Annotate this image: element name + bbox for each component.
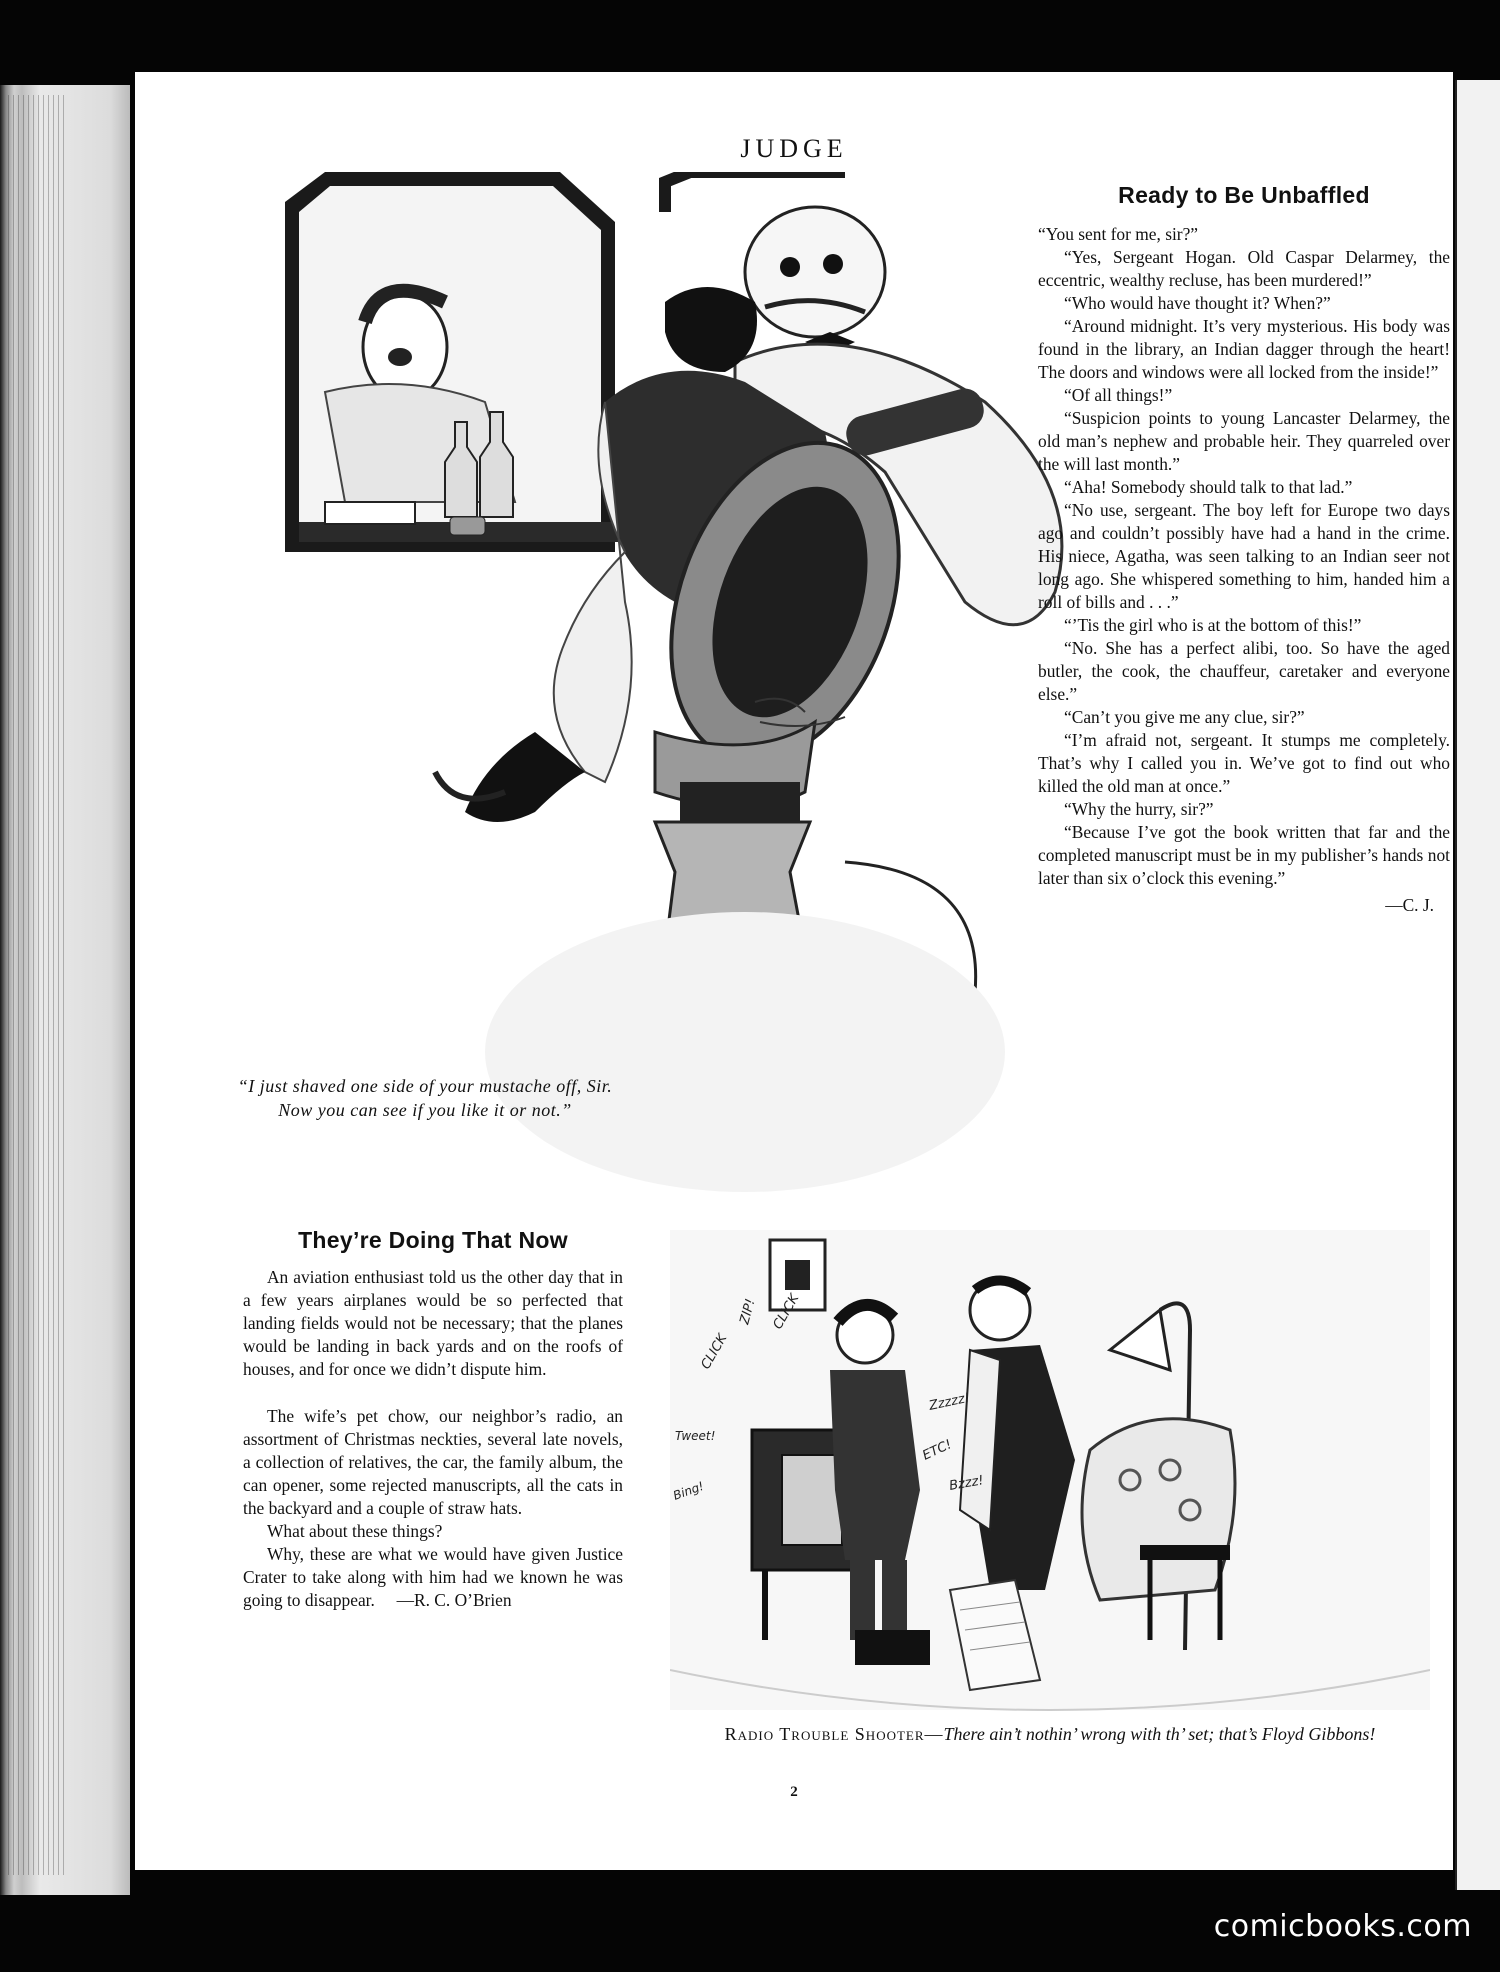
story1-paragraph: “Of all things!”: [1064, 385, 1173, 405]
sound-effect: ETC!: [920, 1437, 955, 1464]
watermark: comicbooks.com: [1213, 1909, 1472, 1944]
story1-paragraph: “No use, sergeant. The boy left for Europe two days ago and couldn’t possibly have had a hand in the crime. His niece, Agatha, was seen talking to an Indian seer not long ago. She whispered something to him, handed him a roll of bills and . . .”: [1038, 500, 1450, 612]
story1-paragraph: “’Tis the girl who is at the bottom of this!”: [1064, 615, 1362, 635]
caption-text: There ain’t nothin’ wrong with th’ set; that’s Floyd Gibbons!: [943, 1724, 1376, 1744]
story1-paragraph: “I’m afraid not, sergeant. It stumps me completely. That’s why I called you in. We’ve got to find out who killed the old man at once.”: [1038, 730, 1450, 796]
story1-paragraph: “Who would have thought it? When?”: [1064, 293, 1331, 313]
story2-paragraph-text: Why, these are what we would have given Justice Crater to take along with him had we known he was going to disappear.: [243, 1544, 623, 1610]
story1-paragraph: “Why the hurry, sir?”: [1064, 799, 1214, 819]
caption-title: Radio Trouble Shooter—: [724, 1724, 944, 1744]
story2-paragraph: [243, 1543, 623, 1612]
radio-cartoon: [670, 1230, 1430, 1785]
story1-paragraph: “You sent for me, sir?”: [1038, 224, 1199, 244]
sound-effect: CLICK: [698, 1331, 731, 1372]
sound-effect: ZIP!: [737, 1297, 759, 1327]
story1-paragraph: “Can’t you give me any clue, sir?”: [1064, 707, 1305, 727]
sound-effect: Tweet!: [675, 1429, 716, 1443]
magazine-page: [135, 72, 1453, 1870]
story1-paragraph: “Aha! Somebody should talk to that lad.”: [1064, 477, 1353, 497]
magazine-header: JUDGE: [740, 134, 848, 163]
sound-effect: Zzzzz!: [927, 1390, 972, 1414]
sound-effect: Bing!: [671, 1478, 706, 1503]
story-ready-to-be-unbaffled: [1038, 182, 1450, 917]
story1-title: Ready to Be Unbaffled: [1118, 182, 1370, 208]
page-stack-lines: [8, 95, 64, 1875]
story2-paragraph: An aviation enthusiast told us the other day that in a few years airplanes would be so perfected that landing fields would not be necessary; that the planes would be landing in back yards and on the roofs of houses, and for once we didn’t dispute him.: [243, 1267, 623, 1379]
sound-effect: Bzzz!: [948, 1473, 985, 1494]
barber-cartoon-caption: “I just shaved one side of your mustache off, Sir. Now you can see if you like it or not.”: [237, 1076, 613, 1120]
story1-signature: —C. J.: [1385, 895, 1434, 915]
story2-paragraph: The wife’s pet chow, our neighbor’s radio, an assortment of Christmas neckties, several late novels, a collection of relatives, the car, the family album, the can opener, some rejected manuscripts, all the cats in the backyard and a couple of straw hats.: [243, 1406, 623, 1518]
story2-signature: —R. C. O’Brien: [396, 1590, 512, 1610]
story1-paragraph: “Because I’ve got the book written that far and the completed manuscript must be in my publisher’s hands not later than six o’clock this evening.”: [1038, 822, 1450, 888]
story-theyre-doing-that-now: [243, 1227, 623, 1612]
radio-cartoon-caption: [670, 1722, 1430, 1746]
page-number: 2: [790, 1784, 798, 1800]
adjacent-page-edge: [1455, 80, 1500, 1890]
story1-body: [1038, 223, 1450, 917]
story2-title: They’re Doing That Now: [298, 1227, 568, 1253]
sound-effect: CLICK: [770, 1291, 803, 1332]
story2-paragraph: What about these things?: [267, 1521, 443, 1541]
story1-paragraph: “No. She has a perfect alibi, too. So have the aged butler, the cook, the chauffeur, caretaker and everyone else.”: [1038, 638, 1450, 704]
story1-paragraph: “Suspicion points to young Lancaster Delarmey, the old man’s nephew and probable heir. They quarreled over the will last month.”: [1038, 408, 1450, 474]
story1-paragraph: “Around midnight. It’s very mysterious. His body was found in the library, an Indian dagger through the heart! The doors and windows were all locked from the inside!”: [1038, 316, 1450, 382]
story1-paragraph: “Yes, Sergeant Hogan. Old Caspar Delarmey, the eccentric, wealthy recluse, has been murdered!”: [1038, 247, 1450, 290]
